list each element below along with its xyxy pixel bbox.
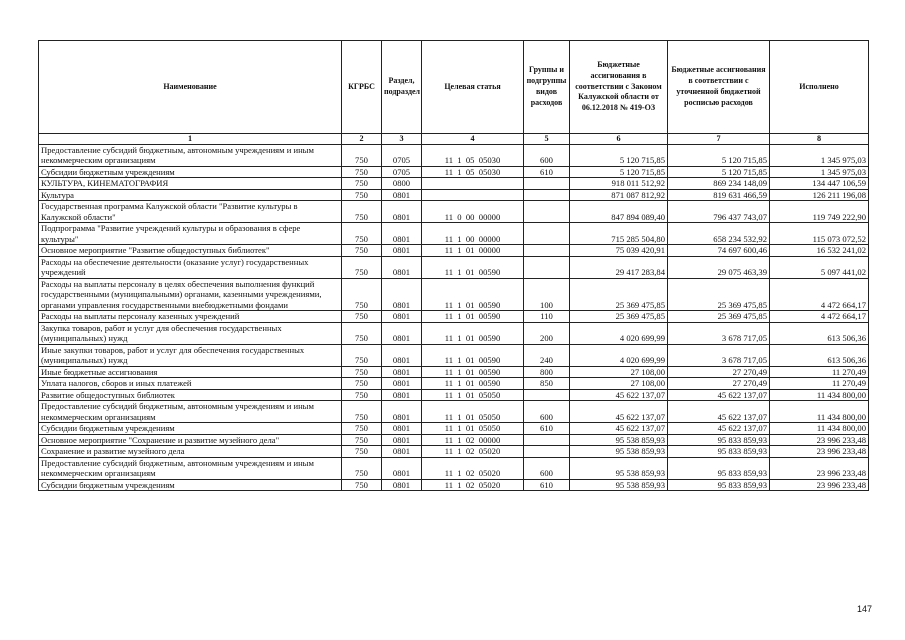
row-razdel: 0801 <box>382 201 422 223</box>
row-kgrbs: 750 <box>342 434 382 445</box>
row-name: Закупка товаров, работ и услуг для обеспечения государственных (муниципальных) нужд <box>39 322 342 344</box>
row-razdel: 0801 <box>382 479 422 490</box>
row-razdel: 0801 <box>382 223 422 245</box>
table-row <box>39 389 869 400</box>
row-executed-amount: 23 996 233,48 <box>770 446 869 457</box>
row-law-amount: 5 120 715,85 <box>570 145 668 167</box>
row-expense-type: 600 <box>524 401 570 423</box>
row-expense-type: 610 <box>524 423 570 434</box>
row-name: Субсидии бюджетным учреждениям <box>39 479 342 490</box>
row-executed-amount: 126 211 196,08 <box>770 189 869 200</box>
column-number: 6 <box>570 134 668 145</box>
table-row <box>39 256 869 278</box>
row-refined-amount: 27 270,49 <box>668 378 770 389</box>
row-razdel: 0705 <box>382 166 422 177</box>
row-target-article: 11 1 01 00590 <box>422 311 524 322</box>
table-row <box>39 457 869 479</box>
row-name: Предоставление субсидий бюджетным, автономным учреждениям и иным некоммерческим организациям <box>39 457 342 479</box>
row-razdel: 0705 <box>382 145 422 167</box>
row-executed-amount: 1 345 975,03 <box>770 166 869 177</box>
row-expense-type <box>524 446 570 457</box>
row-kgrbs: 750 <box>342 479 382 490</box>
row-executed-amount: 115 073 072,52 <box>770 223 869 245</box>
row-refined-amount: 3 678 717,05 <box>668 344 770 366</box>
row-target-article: 11 1 01 05050 <box>422 401 524 423</box>
row-expense-type <box>524 245 570 256</box>
row-expense-type: 610 <box>524 479 570 490</box>
row-name: Предоставление субсидий бюджетным, автономным учреждениям и иным некоммерческим организациям <box>39 401 342 423</box>
row-executed-amount: 11 270,49 <box>770 366 869 377</box>
row-name: Государственная программа Калужской области "Развитие культуры в Калужской области" <box>39 201 342 223</box>
row-razdel: 0801 <box>382 344 422 366</box>
row-executed-amount: 11 434 800,00 <box>770 389 869 400</box>
row-refined-amount: 45 622 137,07 <box>668 423 770 434</box>
header-kgrbs: КГРБС <box>342 41 382 134</box>
table-row <box>39 166 869 177</box>
row-expense-type: 100 <box>524 278 570 310</box>
header-statya: Целевая статья <box>422 41 524 134</box>
row-law-amount: 4 020 699,99 <box>570 344 668 366</box>
row-target-article: 11 1 02 05020 <box>422 446 524 457</box>
header-executed: Исполнено <box>770 41 869 134</box>
row-executed-amount: 11 270,49 <box>770 378 869 389</box>
row-expense-type: 800 <box>524 366 570 377</box>
row-law-amount: 27 108,00 <box>570 378 668 389</box>
row-name: Предоставление субсидий бюджетным, автономным учреждениям и иным некоммерческим организациям <box>39 145 342 167</box>
row-name: Расходы на обеспечение деятельности (оказание услуг) государственных учреждений <box>39 256 342 278</box>
row-refined-amount: 658 234 532,92 <box>668 223 770 245</box>
row-razdel: 0801 <box>382 189 422 200</box>
column-number: 2 <box>342 134 382 145</box>
table-row <box>39 423 869 434</box>
row-law-amount: 871 087 812,92 <box>570 189 668 200</box>
row-name: Уплата налогов, сборов и иных платежей <box>39 378 342 389</box>
row-refined-amount: 25 369 475,85 <box>668 278 770 310</box>
row-law-amount: 75 039 420,91 <box>570 245 668 256</box>
row-refined-amount: 95 833 859,93 <box>668 479 770 490</box>
row-kgrbs: 750 <box>342 389 382 400</box>
row-target-article: 11 1 01 00000 <box>422 245 524 256</box>
row-kgrbs: 750 <box>342 322 382 344</box>
row-expense-type <box>524 201 570 223</box>
row-name: Иные бюджетные ассигнования <box>39 366 342 377</box>
header-name: Наименование <box>39 41 342 134</box>
row-expense-type <box>524 189 570 200</box>
row-executed-amount: 23 996 233,48 <box>770 434 869 445</box>
row-refined-amount: 95 833 859,93 <box>668 457 770 479</box>
column-number: 1 <box>39 134 342 145</box>
row-expense-type: 240 <box>524 344 570 366</box>
row-target-article: 11 1 01 00590 <box>422 344 524 366</box>
row-law-amount: 4 020 699,99 <box>570 322 668 344</box>
row-razdel: 0801 <box>382 256 422 278</box>
row-name: Основное мероприятие "Сохранение и развитие музейного дела" <box>39 434 342 445</box>
row-expense-type: 110 <box>524 311 570 322</box>
row-law-amount: 95 538 859,93 <box>570 479 668 490</box>
row-executed-amount: 134 447 106,59 <box>770 178 869 189</box>
table-row <box>39 178 869 189</box>
row-target-article: 11 1 01 00590 <box>422 278 524 310</box>
row-razdel: 0800 <box>382 178 422 189</box>
row-law-amount: 25 369 475,85 <box>570 311 668 322</box>
row-kgrbs: 750 <box>342 366 382 377</box>
table-row <box>39 322 869 344</box>
table-row <box>39 189 869 200</box>
row-target-article: 11 1 00 00000 <box>422 223 524 245</box>
row-name: КУЛЬТУРА, КИНЕМАТОГРАФИЯ <box>39 178 342 189</box>
row-expense-type <box>524 223 570 245</box>
table-row <box>39 434 869 445</box>
row-expense-type: 600 <box>524 145 570 167</box>
column-number: 5 <box>524 134 570 145</box>
row-razdel: 0801 <box>382 322 422 344</box>
row-law-amount: 27 108,00 <box>570 366 668 377</box>
row-razdel: 0801 <box>382 311 422 322</box>
row-razdel: 0801 <box>382 278 422 310</box>
row-executed-amount: 4 472 664,17 <box>770 311 869 322</box>
row-target-article <box>422 178 524 189</box>
row-expense-type: 600 <box>524 457 570 479</box>
row-target-article: 11 1 01 00590 <box>422 378 524 389</box>
row-expense-type <box>524 434 570 445</box>
row-kgrbs: 750 <box>342 311 382 322</box>
row-name: Расходы на выплаты персоналу в целях обеспечения выполнения функций государственными (муниципальными) органами, казенными учреждениями, органами управления государственными внебюджетными фондами <box>39 278 342 310</box>
row-executed-amount: 5 097 441,02 <box>770 256 869 278</box>
row-kgrbs: 750 <box>342 423 382 434</box>
row-law-amount: 25 369 475,85 <box>570 278 668 310</box>
row-name: Иные закупки товаров, работ и услуг для обеспечения государственных (муниципальных) нужд <box>39 344 342 366</box>
column-number: 3 <box>382 134 422 145</box>
table-row <box>39 446 869 457</box>
row-kgrbs: 750 <box>342 256 382 278</box>
row-refined-amount: 29 075 463,39 <box>668 256 770 278</box>
row-target-article: 11 1 01 05050 <box>422 423 524 434</box>
row-razdel: 0801 <box>382 389 422 400</box>
row-refined-amount: 25 369 475,85 <box>668 311 770 322</box>
row-refined-amount: 74 697 600,46 <box>668 245 770 256</box>
row-refined-amount: 5 120 715,85 <box>668 145 770 167</box>
table-row <box>39 145 869 167</box>
row-refined-amount: 819 631 466,59 <box>668 189 770 200</box>
row-kgrbs: 750 <box>342 145 382 167</box>
row-executed-amount: 613 506,36 <box>770 344 869 366</box>
row-target-article: 11 1 02 05020 <box>422 457 524 479</box>
row-razdel: 0801 <box>382 366 422 377</box>
row-executed-amount: 1 345 975,03 <box>770 145 869 167</box>
row-refined-amount: 45 622 137,07 <box>668 389 770 400</box>
row-name: Развитие общедоступных библиотек <box>39 389 342 400</box>
row-refined-amount: 95 833 859,93 <box>668 434 770 445</box>
row-name: Расходы на выплаты персоналу казенных учреждений <box>39 311 342 322</box>
row-target-article: 11 1 01 05050 <box>422 389 524 400</box>
column-number: 4 <box>422 134 524 145</box>
row-refined-amount: 869 234 148,09 <box>668 178 770 189</box>
table-row <box>39 401 869 423</box>
row-kgrbs: 750 <box>342 178 382 189</box>
row-target-article: 11 1 02 05020 <box>422 479 524 490</box>
table-row <box>39 344 869 366</box>
row-law-amount: 918 011 512,92 <box>570 178 668 189</box>
row-target-article: 11 1 01 00590 <box>422 322 524 344</box>
row-executed-amount: 16 532 241,02 <box>770 245 869 256</box>
row-expense-type: 850 <box>524 378 570 389</box>
row-refined-amount: 45 622 137,07 <box>668 401 770 423</box>
row-refined-amount: 27 270,49 <box>668 366 770 377</box>
row-name: Основное мероприятие "Развитие общедоступных библиотек" <box>39 245 342 256</box>
row-kgrbs: 750 <box>342 401 382 423</box>
row-kgrbs: 750 <box>342 446 382 457</box>
row-refined-amount: 95 833 859,93 <box>668 446 770 457</box>
row-law-amount: 5 120 715,85 <box>570 166 668 177</box>
row-refined-amount: 3 678 717,05 <box>668 322 770 344</box>
header-refined: Бюджетные ассигнования в соответствии с уточненной бюджетной росписью расходов <box>668 41 770 134</box>
row-kgrbs: 750 <box>342 344 382 366</box>
row-law-amount: 45 622 137,07 <box>570 423 668 434</box>
table-row <box>39 278 869 310</box>
page-number: 147 <box>856 604 872 614</box>
row-executed-amount: 23 996 233,48 <box>770 457 869 479</box>
row-expense-type <box>524 178 570 189</box>
row-target-article <box>422 189 524 200</box>
row-law-amount: 95 538 859,93 <box>570 446 668 457</box>
row-kgrbs: 750 <box>342 457 382 479</box>
row-executed-amount: 613 506,36 <box>770 322 869 344</box>
header-razdel: Раздел, подраздел <box>382 41 422 134</box>
row-razdel: 0801 <box>382 434 422 445</box>
row-law-amount: 95 538 859,93 <box>570 434 668 445</box>
row-executed-amount: 23 996 233,48 <box>770 479 869 490</box>
row-law-amount: 847 894 089,40 <box>570 201 668 223</box>
row-expense-type <box>524 389 570 400</box>
row-kgrbs: 750 <box>342 245 382 256</box>
row-kgrbs: 750 <box>342 189 382 200</box>
table-row <box>39 366 869 377</box>
row-kgrbs: 750 <box>342 223 382 245</box>
row-refined-amount: 796 437 743,07 <box>668 201 770 223</box>
table-row <box>39 311 869 322</box>
header-row <box>39 41 869 134</box>
row-target-article: 11 1 05 05030 <box>422 166 524 177</box>
row-law-amount: 45 622 137,07 <box>570 401 668 423</box>
header-law: Бюджетные ассигнования в соответствии с Законом Калужской области от 06.12.2018 № 419-ОЗ <box>570 41 668 134</box>
row-executed-amount: 4 472 664,17 <box>770 278 869 310</box>
row-executed-amount: 119 749 222,90 <box>770 201 869 223</box>
row-expense-type <box>524 256 570 278</box>
row-kgrbs: 750 <box>342 166 382 177</box>
row-name: Субсидии бюджетным учреждениям <box>39 423 342 434</box>
row-expense-type: 200 <box>524 322 570 344</box>
row-target-article: 11 1 02 00000 <box>422 434 524 445</box>
header-vid: Группы и подгруппы видов расходов <box>524 41 570 134</box>
row-expense-type: 610 <box>524 166 570 177</box>
row-name: Субсидии бюджетным учреждениям <box>39 166 342 177</box>
table-row <box>39 378 869 389</box>
row-law-amount: 715 285 504,80 <box>570 223 668 245</box>
row-target-article: 11 1 01 00590 <box>422 256 524 278</box>
row-law-amount: 29 417 283,84 <box>570 256 668 278</box>
row-target-article: 11 1 01 00590 <box>422 366 524 377</box>
row-kgrbs: 750 <box>342 201 382 223</box>
column-number: 8 <box>770 134 869 145</box>
row-target-article: 11 1 05 05030 <box>422 145 524 167</box>
row-executed-amount: 11 434 800,00 <box>770 423 869 434</box>
row-law-amount: 45 622 137,07 <box>570 389 668 400</box>
row-name: Подпрограмма "Развитие учреждений культуры и образования в сфере культуры" <box>39 223 342 245</box>
table-row <box>39 223 869 245</box>
row-razdel: 0801 <box>382 378 422 389</box>
row-kgrbs: 750 <box>342 278 382 310</box>
row-razdel: 0801 <box>382 457 422 479</box>
column-number-row <box>39 134 869 145</box>
table-body <box>39 145 869 491</box>
budget-table <box>38 40 869 491</box>
row-kgrbs: 750 <box>342 378 382 389</box>
table-row <box>39 201 869 223</box>
row-razdel: 0801 <box>382 446 422 457</box>
row-razdel: 0801 <box>382 401 422 423</box>
row-refined-amount: 5 120 715,85 <box>668 166 770 177</box>
column-number: 7 <box>668 134 770 145</box>
row-law-amount: 95 538 859,93 <box>570 457 668 479</box>
table-row <box>39 479 869 490</box>
row-razdel: 0801 <box>382 245 422 256</box>
row-target-article: 11 0 00 00000 <box>422 201 524 223</box>
row-name: Сохранение и развитие музейного дела <box>39 446 342 457</box>
row-name: Культура <box>39 189 342 200</box>
table-row <box>39 245 869 256</box>
row-executed-amount: 11 434 800,00 <box>770 401 869 423</box>
row-razdel: 0801 <box>382 423 422 434</box>
